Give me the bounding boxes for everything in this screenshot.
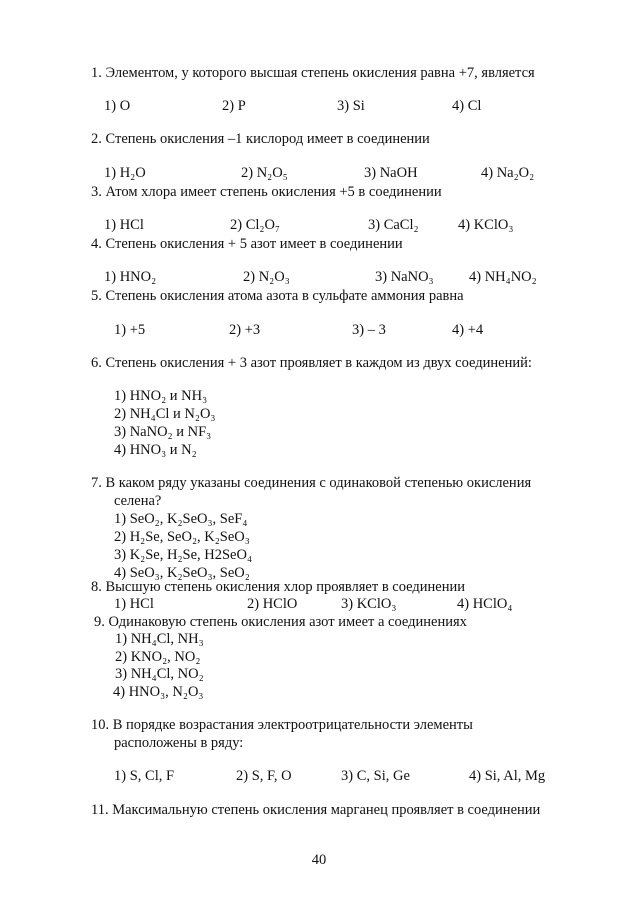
q1-option-4: 4) Cl: [452, 98, 482, 114]
q2-option-4: 4) Na₂O₂: [481, 165, 535, 181]
q10-option-3: 3) C, Si, Ge: [341, 768, 410, 784]
q9-option-4: 4) HNO₃, N₂O₃: [113, 684, 204, 700]
question-9: 9. Одинаковую степень окисления азот имеет а соединениях: [94, 614, 467, 630]
q1-option-3: 3) Si: [337, 98, 365, 114]
q7-option-4: 4) SeO₃, K₂SeO₃, SeO₂: [114, 565, 250, 581]
q9-option-1: 1) NH₄Cl, NH₃: [115, 631, 204, 647]
q8-option-2: 2) HClO: [247, 596, 298, 612]
q3-option-2: 2) Cl₂O₇: [230, 217, 280, 233]
question-8: 8. Высшую степень окисления хлор проявляет в соединении: [91, 579, 466, 595]
q5-option-1: 1) +5: [114, 322, 146, 338]
q8-option-3: 3) KClO₃: [341, 596, 397, 612]
q7-option-2: 2) H₂Se, SeO₂, K₂SeO₃: [114, 529, 250, 545]
q4-option-2: 2) N₂O₃: [243, 269, 290, 285]
q1-option-1: 1) O: [104, 98, 131, 114]
question-10: 10. В порядке возрастания электроотрицательности элементы: [91, 717, 473, 733]
q4-option-1: 1) HNO₂: [104, 269, 157, 285]
question-4: 4. Степень окисления + 5 азот имеет в соединении: [91, 236, 403, 252]
q8-option-4: 4) HClO₄: [457, 596, 513, 612]
question-6: 6. Степень окисления + 3 азот проявляет в каждом из двух соединений:: [91, 355, 532, 371]
question-11: 11. Максимальную степень окисления марганец проявляет в соединении: [91, 802, 541, 818]
question-7-cont: селена?: [114, 493, 162, 509]
q6-option-1: 1) HNO₂ и NH₃: [114, 388, 208, 404]
q4-option-3: 3) NaNO₃: [375, 269, 434, 285]
q7-option-3: 3) K₂Se, H₂Se, H2SeO₄: [114, 547, 253, 563]
question-2: 2. Степень окисления –1 кислород имеет в соединении: [91, 131, 430, 147]
question-5: 5. Степень окисления атома азота в сульфате аммония равна: [91, 288, 464, 304]
q6-option-2: 2) NH₄Cl и N₂O₃: [114, 406, 216, 422]
q2-option-2: 2) N₂O₅: [241, 165, 288, 181]
q1-option-2: 2) P: [222, 98, 246, 114]
q3-option-4: 4) KClO₃: [458, 217, 514, 233]
question-10-cont: расположены в ряду:: [114, 735, 244, 751]
question-7: 7. В каком ряду указаны соединения с одинаковой степенью окисления: [91, 475, 532, 491]
q9-option-3: 3) NH₄Cl, NO₂: [115, 666, 204, 682]
q6-option-4: 4) HNO₃ и N₂: [114, 442, 197, 458]
q2-option-1: 1) H₂O: [104, 165, 146, 181]
q9-option-2: 2) KNO₂, NO₂: [115, 649, 201, 665]
q4-option-4: 4) NH₄NO₂: [469, 269, 537, 285]
q10-option-2: 2) S, F, O: [236, 768, 292, 784]
q2-option-3: 3) NaOH: [364, 165, 418, 181]
q5-option-3: 3) – 3: [352, 322, 386, 338]
q10-option-4: 4) Si, Al, Mg: [469, 768, 546, 784]
q5-option-2: 2) +3: [229, 322, 261, 338]
page-number: 40: [311, 852, 327, 868]
q8-option-1: 1) HCl: [114, 596, 154, 612]
q6-option-3: 3) NaNO₂ и NF₃: [114, 424, 212, 440]
q10-option-1: 1) S, Cl, F: [114, 768, 175, 784]
q3-option-1: 1) HCl: [104, 217, 144, 233]
question-3: 3. Атом хлора имеет степень окисления +5 в соединении: [91, 184, 442, 200]
q3-option-3: 3) CaCl₂: [368, 217, 419, 233]
q5-option-4: 4) +4: [452, 322, 484, 338]
question-1: 1. Элементом, у которого высшая степень окисления равна +7, является: [91, 65, 535, 81]
q7-option-1: 1) SeO₂, K₂SeO₃, SeF₄: [114, 511, 248, 527]
